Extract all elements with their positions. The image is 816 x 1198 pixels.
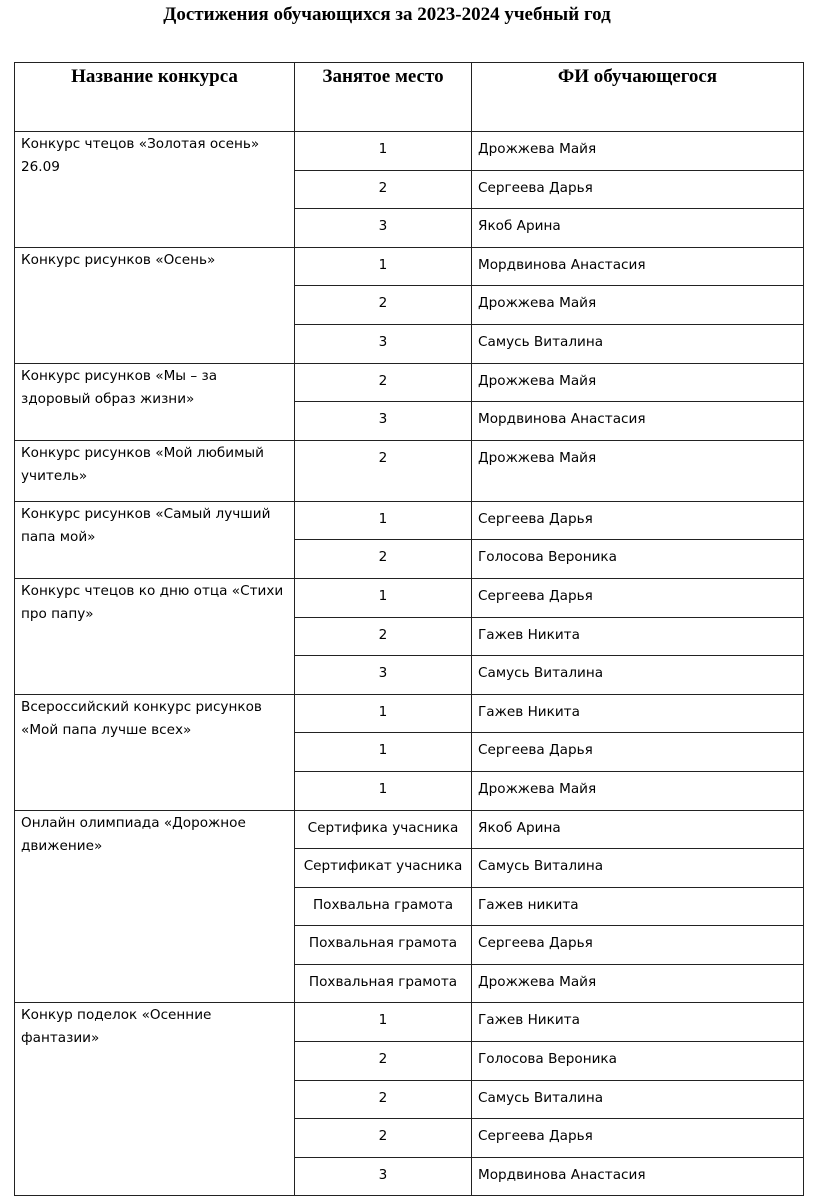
- header-place: Занятое место: [295, 63, 472, 132]
- place-cell: 1: [295, 501, 472, 540]
- place-cell: 1: [295, 247, 472, 286]
- table-header-row: [15, 63, 804, 132]
- place-cell: 1: [295, 771, 472, 810]
- place-cell: 2: [295, 286, 472, 325]
- student-cell: Сергеева Дарья: [472, 1119, 804, 1158]
- student-cell: Сергеева Дарья: [472, 501, 804, 540]
- place-cell: 2: [295, 1119, 472, 1158]
- student-cell: Сергеева Дарья: [472, 170, 804, 209]
- student-cell: Дрожжева Майя: [472, 964, 804, 1003]
- contest-name: Конкур поделок «Осенние фантазии»: [15, 1003, 295, 1196]
- place-cell: 3: [295, 656, 472, 695]
- contest-name: Всероссийский конкурс рисунков «Мой папа лучше всех»: [15, 694, 295, 810]
- contest-name: Конкурс чтецов «Золотая осень» 26.09: [15, 132, 295, 248]
- student-cell: Сергеева Дарья: [472, 733, 804, 772]
- table-row: [15, 363, 804, 402]
- achievements-table: [14, 62, 804, 1196]
- student-cell: Якоб Арина: [472, 209, 804, 248]
- student-cell: Самусь Виталина: [472, 324, 804, 363]
- student-cell: Сергеева Дарья: [472, 926, 804, 965]
- place-cell: 1: [295, 694, 472, 733]
- student-cell: Гажев Никита: [472, 694, 804, 733]
- student-cell: Сергеева Дарья: [472, 578, 804, 617]
- place-cell: 1: [295, 578, 472, 617]
- student-cell: Гажев Никита: [472, 617, 804, 656]
- contest-name: Конкурс чтецов ко дню отца «Стихи про папу»: [15, 578, 295, 694]
- contest-name: Конкурс рисунков «Осень»: [15, 247, 295, 363]
- student-cell: Дрожжева Майя: [472, 132, 804, 171]
- contest-name: Онлайн олимпиада «Дорожное движение»: [15, 810, 295, 1003]
- student-cell: Самусь Виталина: [472, 1080, 804, 1119]
- student-cell: Дрожжева Майя: [472, 440, 804, 501]
- contest-name: Конкурс рисунков «Мой любимый учитель»: [15, 440, 295, 501]
- table-row: [15, 501, 804, 540]
- student-cell: Мордвинова Анастасия: [472, 247, 804, 286]
- student-cell: Голосова Вероника: [472, 1042, 804, 1081]
- student-cell: Гажев Никита: [472, 1003, 804, 1042]
- table-row: [15, 247, 804, 286]
- place-cell: 2: [295, 440, 472, 501]
- header-contest: Название конкурса: [15, 63, 295, 132]
- place-cell: Похвальна грамота: [295, 887, 472, 926]
- page-title: Достижения обучающихся за 2023-2024 учебный год: [163, 4, 611, 25]
- student-cell: Гажев никита: [472, 887, 804, 926]
- contest-name: Конкурс рисунков «Мы – за здоровый образ жизни»: [15, 363, 295, 440]
- place-cell: 2: [295, 617, 472, 656]
- place-cell: Похвальная грамота: [295, 964, 472, 1003]
- table-body: [15, 132, 804, 1196]
- table-row: [15, 694, 804, 733]
- place-cell: Похвальная грамота: [295, 926, 472, 965]
- student-cell: Самусь Виталина: [472, 849, 804, 888]
- header-student: ФИ обучающегося: [472, 63, 804, 132]
- place-cell: Сертифика учасника: [295, 810, 472, 849]
- student-cell: Самусь Виталина: [472, 656, 804, 695]
- table-row: [15, 578, 804, 617]
- student-cell: Якоб Арина: [472, 810, 804, 849]
- student-cell: Дрожжева Майя: [472, 771, 804, 810]
- table-row: [15, 440, 804, 501]
- place-cell: 3: [295, 402, 472, 441]
- contest-name: Конкурс рисунков «Самый лучший папа мой»: [15, 501, 295, 578]
- place-cell: 3: [295, 209, 472, 248]
- place-cell: 2: [295, 1042, 472, 1081]
- place-cell: 2: [295, 363, 472, 402]
- student-cell: Дрожжева Майя: [472, 286, 804, 325]
- place-cell: 2: [295, 170, 472, 209]
- table-row: [15, 132, 804, 171]
- place-cell: 2: [295, 1080, 472, 1119]
- place-cell: Сертификат учасника: [295, 849, 472, 888]
- place-cell: 3: [295, 1157, 472, 1196]
- place-cell: 2: [295, 540, 472, 579]
- student-cell: Голосова Вероника: [472, 540, 804, 579]
- student-cell: Мордвинова Анастасия: [472, 1157, 804, 1196]
- table-row: [15, 1003, 804, 1042]
- place-cell: 1: [295, 1003, 472, 1042]
- student-cell: Дрожжева Майя: [472, 363, 804, 402]
- table-row: [15, 810, 804, 849]
- place-cell: 1: [295, 132, 472, 171]
- place-cell: 1: [295, 733, 472, 772]
- place-cell: 3: [295, 324, 472, 363]
- student-cell: Мордвинова Анастасия: [472, 402, 804, 441]
